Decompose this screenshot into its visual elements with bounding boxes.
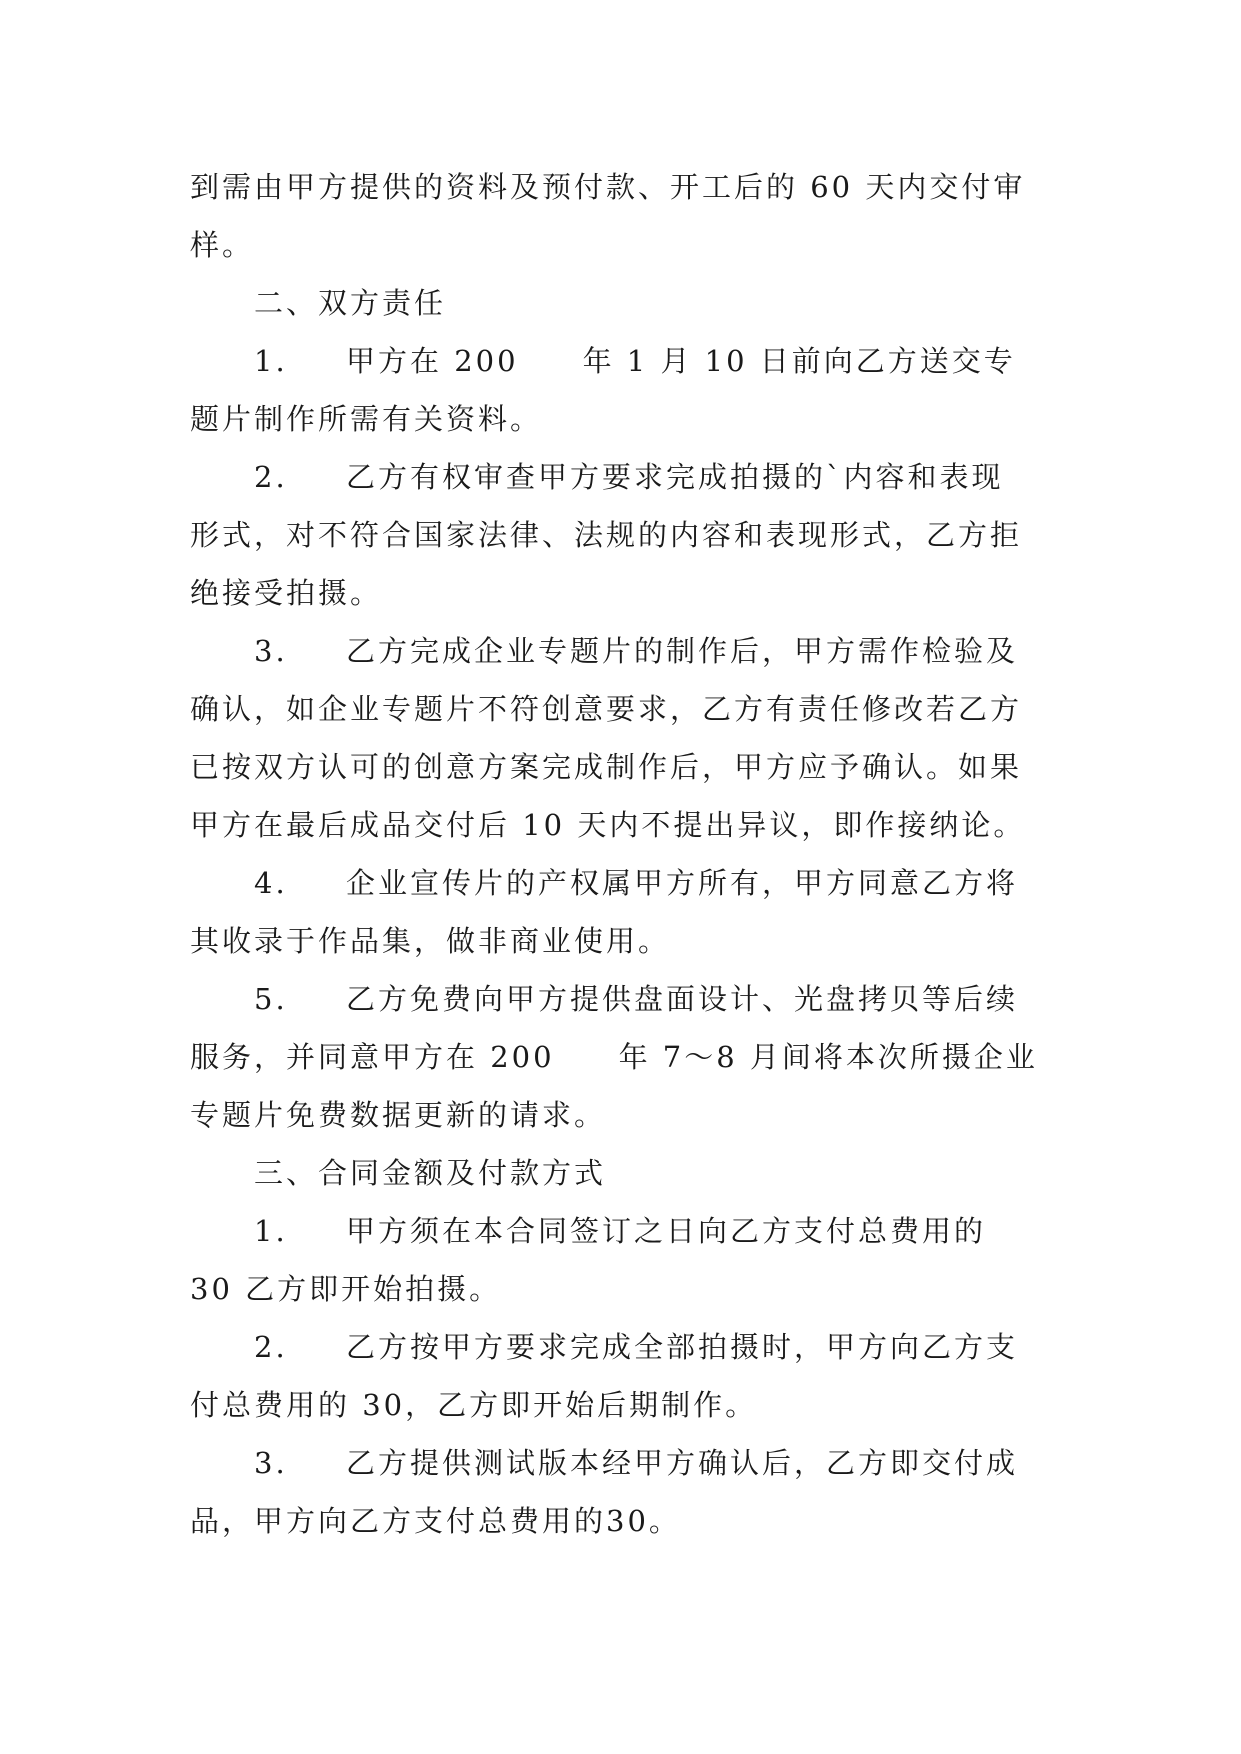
text-line: 到需由甲方提供的资料及预付款、开工后的 60 天内交付审 [190,170,1026,204]
text-line: 品，甲方向乙方支付总费用的30。 [190,1504,681,1538]
item-number: 2. [254,460,288,494]
numbered-item [190,332,1050,390]
text-line: 其收录于作品集，做非商业使用。 [190,924,671,958]
text-line: 30 乙方即开始拍摄。 [190,1272,502,1306]
section-heading: 二、双方责任 [254,286,447,320]
text-line: 形式，对不符合国家法律、法规的内容和表现形式，乙方拒 [190,518,1023,552]
item-text: 乙方完成企业专题片的制作后，甲方需作检验及 [346,634,1019,668]
text-line: 付总费用的 30，乙方即开始后期制作。 [190,1388,758,1422]
numbered-item [190,970,1050,1028]
item-number: 5. [254,982,288,1016]
item-number: 1. [254,1214,288,1248]
section-heading: 三、合同金额及付款方式 [254,1156,607,1190]
document-body [190,158,1050,1550]
item-number: 1. [254,344,288,378]
item-text: 乙方按甲方要求完成全部拍摄时，甲方向乙方支 [346,1330,1019,1364]
text-line: 确认，如企业专题片不符创意要求，乙方有责任修改若乙方 [190,692,1023,726]
item-number: 2. [254,1330,288,1364]
numbered-item [190,448,1050,506]
item-number: 3. [254,1446,288,1480]
text-line: 绝接受拍摄。 [190,576,383,610]
text-line: 服务，并同意甲方在 200 年 7～8 月间将本次所摄企业 [190,1040,1038,1074]
numbered-item [190,1434,1050,1492]
text-line: 样。 [190,228,255,262]
text-line: 题片制作所需有关资料。 [190,402,543,436]
item-number: 3. [254,634,288,668]
item-text: 乙方有权审查甲方要求完成拍摄的`内容和表现 [346,460,1004,494]
numbered-item [190,1202,1050,1260]
text-line: 已按双方认可的创意方案完成制作后，甲方应予确认。如果 [190,750,1023,784]
text-line: 甲方在最后成品交付后 10 天内不提出异议，即作接纳论。 [190,808,1026,842]
item-text: 乙方提供测试版本经甲方确认后，乙方即交付成 [346,1446,1019,1480]
item-text: 甲方须在本合同签订之日向乙方支付总费用的 [346,1214,987,1248]
numbered-item [190,854,1050,912]
numbered-item [190,1318,1050,1376]
numbered-item [190,622,1050,680]
item-text: 企业宣传片的产权属甲方所有，甲方同意乙方将 [346,866,1019,900]
item-text: 乙方免费向甲方提供盘面设计、光盘拷贝等后续 [346,982,1019,1016]
item-text: 甲方在 200 年 1 月 10 日前向乙方送交专 [346,344,1016,378]
text-line: 专题片免费数据更新的请求。 [190,1098,607,1132]
item-number: 4. [254,866,288,900]
